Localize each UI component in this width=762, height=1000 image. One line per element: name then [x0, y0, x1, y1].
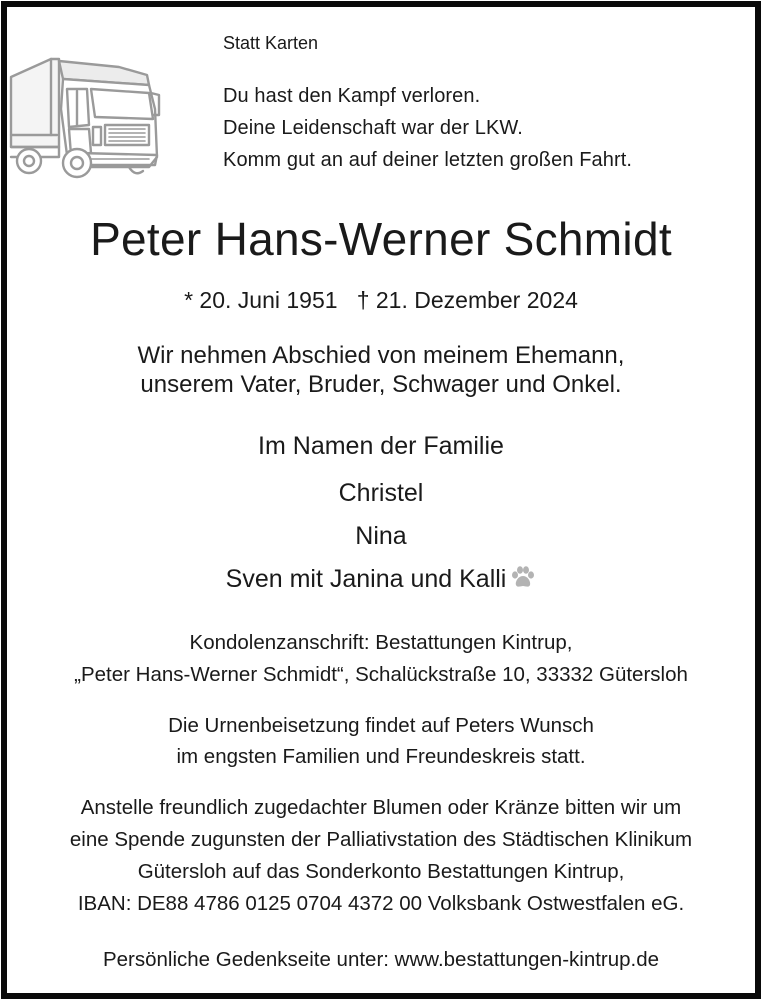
verse-line-2: Deine Leidenschaft war der LKW.	[223, 117, 523, 139]
donation-line-2: eine Spende zugunsten der Palliativstation des Städtischen Klinikum	[69, 828, 693, 851]
farewell-line-1: Wir nehmen Abschied von meinem Ehemann,	[137, 342, 625, 369]
death-date: † 21. Dezember 2024	[356, 287, 578, 313]
family-member-sven-text: Sven mit Janina und Kalli	[225, 565, 507, 593]
family-member-christel: Christel	[338, 479, 424, 507]
family-intro: Im Namen der Familie	[258, 432, 504, 460]
verse-line-1: Du hast den Kampf verloren.	[223, 85, 481, 107]
memorial-label: Persönliche Gedenkseite unter:	[102, 948, 395, 971]
donation-line-4-iban: IBAN: DE88 4786 0125 0704 4372 00 Volksbank Ostwestfalen eG.	[77, 892, 685, 915]
donation-line-3: Gütersloh auf das Sonderkonto Bestattungen Kintrup,	[137, 860, 625, 883]
family-member-nina: Nina	[355, 522, 407, 550]
burial-line-2: im engsten Familien und Freundeskreis statt.	[176, 745, 586, 768]
farewell-line-2: unserem Vater, Bruder, Schwager und Onkel.	[140, 371, 622, 398]
condolence-line-2: „Peter Hans-Werner Schmidt“, Schalückstraße 10, 33332 Gütersloh	[74, 663, 688, 686]
family-member-sven	[7, 565, 755, 594]
verse-line-3: Komm gut an auf deiner letzten großen Fahrt.	[223, 149, 633, 171]
deceased-name: Peter Hans-Werner Schmidt	[90, 213, 672, 265]
life-dates	[7, 287, 755, 314]
birth-date: * 20. Juni 1951	[184, 287, 338, 313]
donation-line-1: Anstelle freundlich zugedachter Blumen oder Kränze bitten wir um	[80, 796, 682, 819]
memorial-page	[7, 948, 755, 972]
memorial-url-link[interactable]: www.bestattungen-kintrup.de	[394, 948, 660, 971]
burial-line-1: Die Urnenbeisetzung findet auf Peters Wunsch	[168, 714, 594, 737]
condolence-line-1: Kondolenzanschrift: Bestattungen Kintrup,	[189, 631, 573, 654]
truck-icon	[9, 49, 161, 179]
obituary-card	[1, 1, 761, 999]
paw-icon	[510, 565, 536, 589]
intro-text: Statt Karten	[223, 33, 319, 53]
